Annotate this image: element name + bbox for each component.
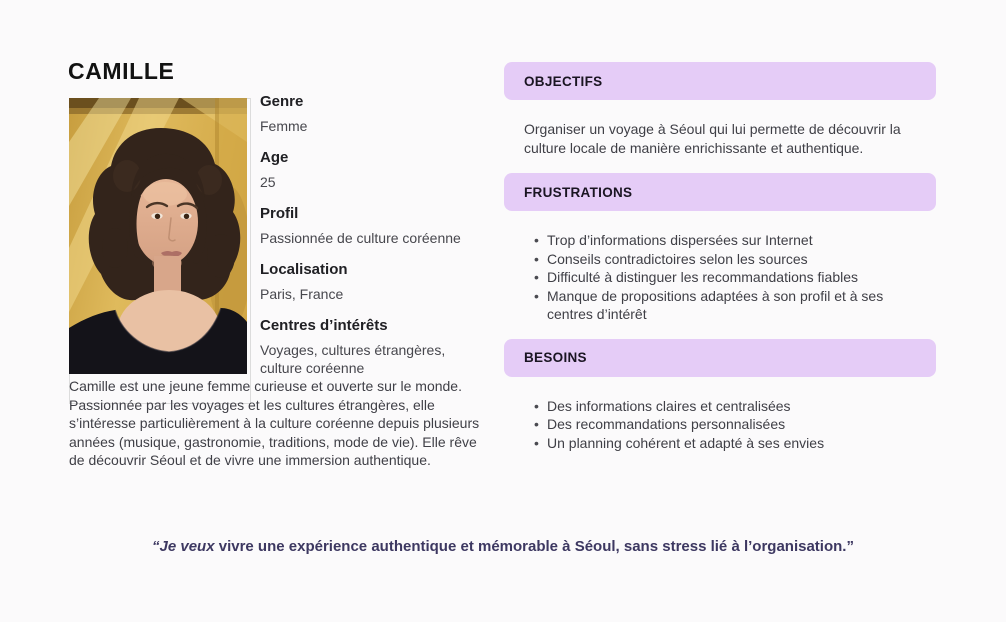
attr-label: Centres d’intérêts: [260, 317, 388, 334]
list-item: • Manque de propositions adaptées à son profil et à ses centres d’intérêt: [534, 287, 884, 322]
persona-bio: Camille est une jeune femme curieuse et ouverte sur le monde. Passionnée par les voyages et les cultures étrangères, elle s’intéresse particulièrement à la culture coréenne depuis plusieurs années (musique, gastronomie, traditions, mode de vie). Elle rêve de découvrir Séoul et de vivre une immersion authentique.: [69, 378, 480, 468]
sections-column: [504, 62, 936, 452]
quote-lead: “Je veux: [152, 538, 215, 555]
bullet-icon: •: [534, 416, 539, 432]
section-besoins: [504, 339, 936, 453]
section-header-frustrations: FRUSTRATIONS: [504, 173, 936, 211]
attr-profil: [260, 204, 474, 247]
attr-value: Paris, France: [260, 286, 344, 302]
list-item: • Conseils contradictoires selon les sources: [534, 250, 808, 267]
objectifs-text: Organiser un voyage à Séoul qui lui permette de découvrir la culture locale de manière enrichissante et authentique.: [524, 121, 901, 156]
section-frustrations: [504, 173, 936, 324]
section-header-besoins: BESOINS: [504, 339, 936, 377]
bullet-icon: •: [534, 287, 539, 304]
attr-label: Age: [260, 149, 289, 166]
persona-details: [260, 92, 474, 377]
frustrations-list: [504, 231, 936, 324]
attr-centres-interets: [260, 316, 474, 377]
bullet-icon: •: [534, 269, 539, 285]
besoins-list: [504, 397, 936, 453]
list-item: • Des informations claires et centralisées: [534, 397, 791, 414]
attr-localisation: [260, 260, 474, 303]
portrait-illustration: [69, 98, 247, 374]
bullet-icon: •: [534, 397, 539, 414]
list-item: • Trop d’informations dispersées sur Internet: [534, 232, 813, 248]
quote-rest: vivre une expérience authentique et mémorable à Séoul, sans stress lié à l’organisation.”: [214, 538, 854, 555]
persona-photo: [69, 98, 247, 374]
section-header-objectifs: OBJECTIFS: [504, 62, 936, 100]
persona-quote: [0, 538, 1006, 555]
list-item: • Un planning cohérent et adapté à ses envies: [534, 434, 825, 451]
attr-value: 25: [260, 174, 276, 190]
bullet-icon: •: [534, 434, 539, 451]
attr-value: Passionnée de culture coréenne: [260, 230, 461, 246]
attr-label: Genre: [260, 93, 304, 110]
persona-name: CAMILLE: [68, 58, 175, 84]
attr-label: Localisation: [260, 261, 348, 278]
attr-value: Femme: [260, 118, 308, 134]
bullet-icon: •: [534, 250, 539, 267]
section-objectifs: [504, 62, 936, 158]
bullet-icon: •: [534, 232, 539, 248]
attr-age: [260, 148, 474, 191]
attr-value: Voyages, cultures étrangères, culture coréenne: [260, 342, 446, 376]
list-item: • Des recommandations personnalisées: [534, 416, 786, 432]
list-item: • Difficulté à distinguer les recommandations fiables: [534, 269, 859, 285]
attr-label: Profil: [260, 205, 299, 222]
attr-genre: [260, 92, 474, 135]
